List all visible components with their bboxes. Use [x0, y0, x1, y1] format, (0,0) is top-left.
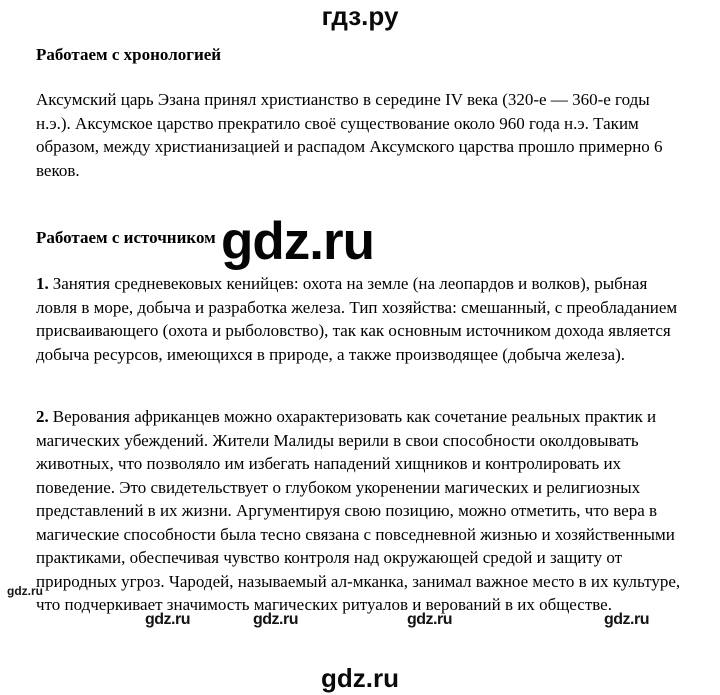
answer-text: Занятия средневековых кенийцев: охота на земле (на леопардов и волков), рыбная ловля в море, добыча и разработка железа. Тип хозяйства: смешанный, с преобладанием присваивающего (охота и рыболовство), так как основным источником дохода является добыча ресурсов, имеющихся в природе, а также производящее (добыча железа).: [36, 274, 678, 364]
watermark-row-2: gdz.ru: [253, 611, 298, 628]
watermark-row-4: gdz.ru: [604, 611, 649, 628]
watermark-row-3: gdz.ru: [407, 611, 452, 628]
answer-text: Верования африканцев можно охарактеризовать как сочетание реальных практик и магических убеждений. Жители Малиды верили в свои способности околдовывать животных, что позволяло им избегать нападений хищников и контролировать их поведение. Это свидетельствует о глубоком укоренении магических и религиозных представлений в их жизни. Аргументируя свою позицию, можно отметить, что вера в магические способности была тесно связана с повседневной жизнью и хозяйственными практиками, обеспечивая чувство контроля над окружающей средой и защиту от природных угроз. Чародей, называемый ал-мканка, занимал важное место в их культуре, что подчеркивает значимость магических ритуалов и верований в их обществе.: [36, 407, 681, 614]
watermark-row-1: gdz.ru: [145, 611, 190, 628]
site-logo-top: гдз.ру: [321, 1, 399, 31]
source-answer-2: [36, 405, 688, 617]
watermark-large: gdz.ru: [221, 212, 374, 271]
heading-chronology: Работаем с хронологией: [36, 45, 222, 64]
heading-source: Работаем с источником: [36, 228, 216, 247]
source-answer-1: [36, 272, 688, 366]
watermark-small-left: gdz.ru: [7, 584, 43, 598]
chronology-answer-text: Аксумский царь Эзана принял христианство в середине IV века (320-е — 360-е годы н.э.). Аксумское царство прекратило своё существование около 960 года н.э. Таким образом, между христианизацией и распадом Аксумского царства прошло примерно 6 веков.: [36, 90, 663, 180]
site-logo-bottom: gdz.ru: [321, 663, 399, 693]
answer-number: 1.: [36, 274, 49, 293]
answer-number: 2.: [36, 407, 49, 426]
